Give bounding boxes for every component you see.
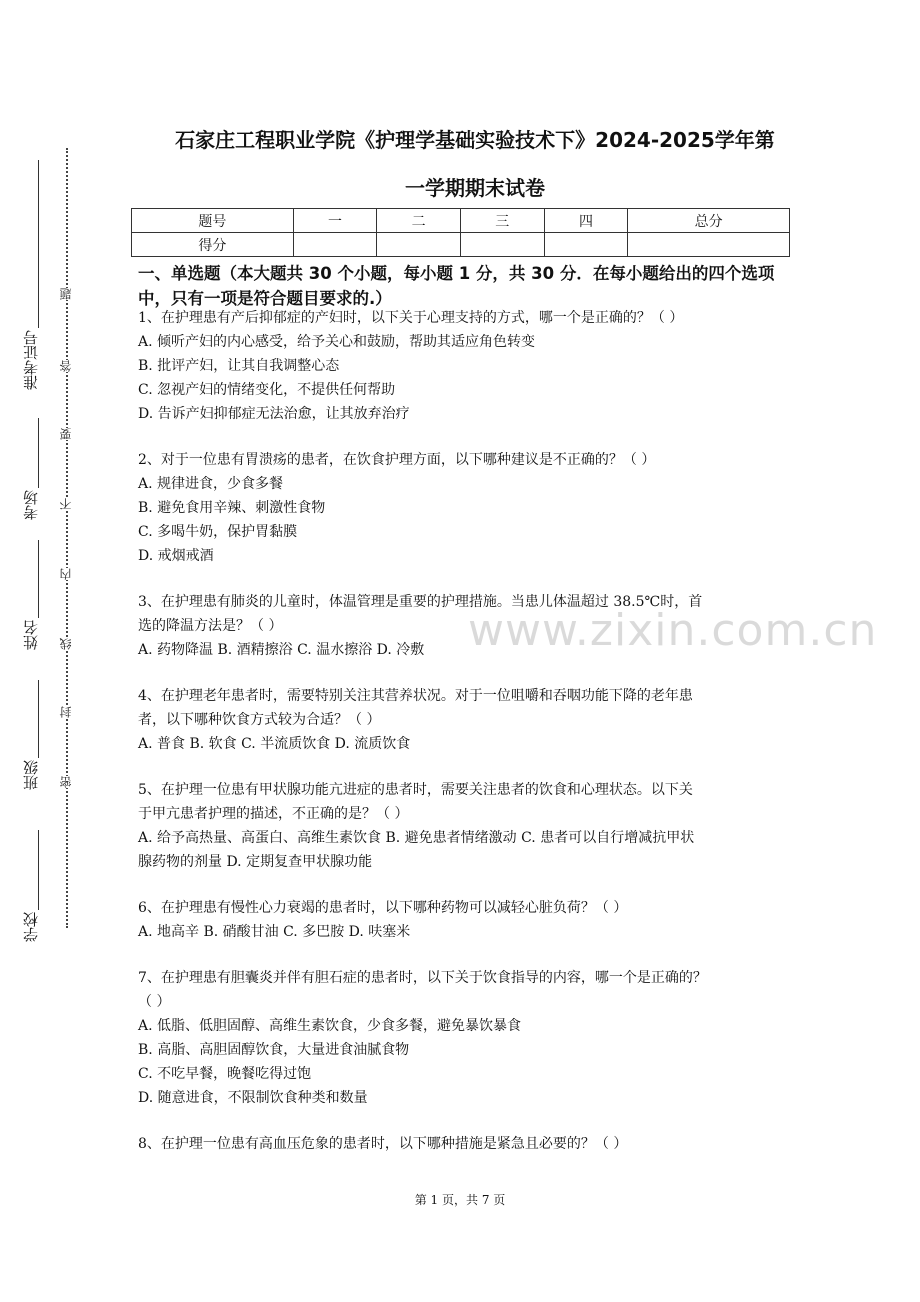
question-5 [138,778,788,874]
binding-line-name [38,540,39,618]
seal-char: 题 [59,288,73,300]
question-1 [138,306,788,426]
question-option: D. 随意进食，不限制饮食种类和数量 [138,1090,368,1106]
question-8 [138,1132,788,1156]
question-options: A. 药物降温 B. 酒精擦浴 C. 温水擦浴 D. 冷敷 [138,642,425,658]
question-option: D. 戒烟戒酒 [138,548,214,564]
question-stem-continued: 于甲亢患者护理的描述，不正确的是？（ ） [138,806,409,822]
watermark: www.zixin.com.cn [468,605,878,656]
question-stem-continued: 选的降温方法是？（ ） [138,618,283,634]
exam-title-line-1: 石家庄工程职业学院《护理学基础实验技术下》2024-2025学年第 [175,128,775,152]
score-header-cell: 总分 [628,209,790,233]
score-cell [544,233,628,257]
question-option: B. 高脂、高胆固醇饮食，大量进食油腻食物 [138,1042,410,1058]
score-row-label: 得分 [132,233,294,257]
page-footer: 第 1 页，共 7 页 [414,1193,506,1207]
question-4 [138,684,788,756]
question-stem: 6、在护理患有慢性心力衰竭的患者时，以下哪种药物可以减轻心脏负荷？（ ） [138,900,628,916]
question-options-continued: 腺药物的剂量 D. 定期复查甲状腺功能 [138,854,373,870]
seal-char: 内 [59,568,73,580]
score-header-cell: 四 [544,209,628,233]
question-options: A. 地高辛 B. 硝酸甘油 C. 多巴胺 D. 呋塞米 [138,924,411,940]
binding-label-school: 学校 [22,912,40,942]
question-options: A. 普食 B. 软食 C. 半流质饮食 D. 流质饮食 [138,736,411,752]
question-option: A. 倾听产妇的内心感受，给予关心和鼓励，帮助其适应角色转变 [138,334,536,350]
question-options: A. 给予高热量、高蛋白、高维生素饮食 B. 避免患者情绪激动 C. 患者可以自行增减抗甲状 [138,830,695,846]
question-stem: 2、对于一位患有胃溃疡的患者，在饮食护理方面，以下哪种建议是不正确的？（ ） [138,452,656,468]
score-table-header-row [132,209,790,233]
seal-char: 答 [59,360,73,372]
question-stem-continued: （ ） [138,994,171,1010]
seal-char: 封 [59,706,73,718]
question-stem-continued: 者，以下哪种饮食方式较为合适？（ ） [138,712,381,728]
question-option: C. 不吃早餐，晚餐吃得过饱 [138,1066,312,1082]
question-option: B. 批评产妇，让其自我调整心态 [138,358,340,374]
question-stem: 1、在护理患有产后抑郁症的产妇时，以下关于心理支持的方式，哪一个是正确的？（ ） [138,310,684,326]
question-stem: 8、在护理一位患有高血压危象的患者时，以下哪种措施是紧急且必要的？（ ） [138,1136,628,1152]
score-cell [460,233,544,257]
seal-char: 不 [59,498,73,510]
score-header-cell: 二 [377,209,461,233]
binding-line-school [38,830,39,910]
score-header-cell: 三 [460,209,544,233]
question-list [138,306,788,1178]
binding-line-exam-id [38,160,39,328]
question-option: B. 避免食用辛辣、刺激性食物 [138,500,326,516]
score-table [131,208,790,257]
section-heading: 一、单选题（本大题共 30 个小题，每小题 1 分，共 30 分．在每小题给出的四个选项中，只有一项是符合题目要求的.） [138,264,775,308]
binding-label-name: 姓名 [22,620,40,650]
binding-label-exam-room: 考场 [22,490,40,520]
score-table-score-row [132,233,790,257]
question-option: C. 忽视产妇的情绪变化，不提供任何帮助 [138,382,396,398]
question-stem: 7、在护理患有胆囊炎并伴有胆石症的患者时，以下关于饮食指导的内容，哪一个是正确的？ [138,970,707,986]
question-6 [138,896,788,944]
question-stem: 5、在护理一位患有甲状腺功能亢进症的患者时，需要关注患者的饮食和心理状态。以下关 [138,782,693,798]
score-cell [377,233,461,257]
question-stem: 3、在护理患有肺炎的儿童时，体温管理是重要的护理措施。当患儿体温超过 38.5℃时，首 [138,594,703,610]
seal-char: 要 [59,428,73,440]
question-stem: 4、在护理老年患者时，需要特别关注其营养状况。对于一位咀嚼和吞咽功能下降的老年患 [138,688,693,704]
question-option: C. 多喝牛奶，保护胃黏膜 [138,524,298,540]
score-cell [628,233,790,257]
question-2 [138,448,788,568]
seal-char: 线 [59,638,73,650]
score-header-cell: 一 [293,209,377,233]
binding-line-class [38,680,39,758]
score-cell [293,233,377,257]
seal-dotted-line [66,148,68,928]
binding-label-class: 班级 [22,760,40,790]
question-option: A. 低脂、低胆固醇、高维生素饮食，少食多餐，避免暴饮暴食 [138,1018,522,1034]
question-option: D. 告诉产妇抑郁症无法治愈，让其放弃治疗 [138,406,410,422]
question-7 [138,966,788,1110]
exam-title-line-2: 一学期期末试卷 [405,176,545,200]
seal-char: 密 [59,776,73,788]
binding-line-exam-room [38,418,39,488]
binding-label-exam-id: 准考证号 [22,330,40,390]
question-option: A. 规律进食，少食多餐 [138,476,284,492]
score-header-cell: 题号 [132,209,294,233]
